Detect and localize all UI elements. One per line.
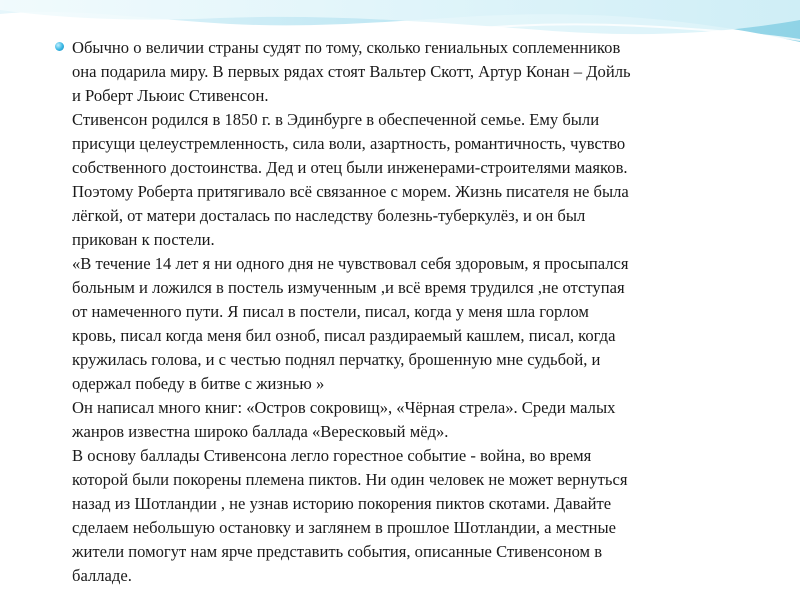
bullet-icon [55,42,64,51]
text-line: сделаем небольшую остановку и заглянем в прошлое Шотландии, а местные [72,518,616,537]
text-line: Он написал много книг: «Остров сокровищ», «Чёрная стрела». Среди малых [72,398,616,417]
text-line: балладе. [72,566,132,585]
text-line: «В течение 14 лет я ни одного дня не чувствовал себя здоровым, я просыпался [72,254,629,273]
text-line: назад из Шотландии , не узнав историю покорения пиктов скотами. Давайте [72,494,612,513]
text-line: которой были покорены племена пиктов. Ни один человек не может вернуться [72,470,628,489]
text-line: Поэтому Роберта притягивало всё связанное с морем. Жизнь писателя не была [72,182,629,201]
slide-body-text [72,36,772,588]
text-line: от намеченного пути. Я писал в постели, писал, когда у меня шла горлом [72,302,589,321]
text-line: прикован к постели. [72,230,215,249]
text-line: и Роберт Льюис Стивенсон. [72,86,269,105]
text-line: Обычно о величии страны судят по тому, сколько гениальных соплеменников [72,38,621,57]
text-line: В основу баллады Стивенсона легло горестное событие - война, во время [72,446,592,465]
text-line: жители помогут нам ярче представить события, описанные Стивенсоном в [72,542,603,561]
text-line: жанров известна широко баллада «Вересковый мёд». [72,422,449,441]
text-line: Стивенсон родился в 1850 г. в Эдинбурге в обеспеченной семье. Ему были [72,110,600,129]
text-line: лёгкой, от матери досталась по наследству болезнь-туберкулёз, и он был [72,206,586,225]
text-line: собственного достоинства. Дед и отец были инженерами-строителями маяков. [72,158,628,177]
text-line: присущи целеустремленность, сила воли, азартность, романтичность, чувство [72,134,626,153]
text-line: больным и ложился в постель измученным ,и всё время трудился ,не отступая [72,278,625,297]
text-line: она подарила миру. В первых рядах стоят Вальтер Скотт, Артур Конан – Дойль [72,62,631,81]
text-paragraph [72,36,772,588]
text-line: кружилась голова, и с честью поднял перчатку, брошенную мне судьбой, и [72,350,601,369]
text-line: кровь, писал когда меня бил озноб, писал раздираемый кашлем, писал, когда [72,326,616,345]
text-line: одержал победу в битве с жизнью » [72,374,325,393]
